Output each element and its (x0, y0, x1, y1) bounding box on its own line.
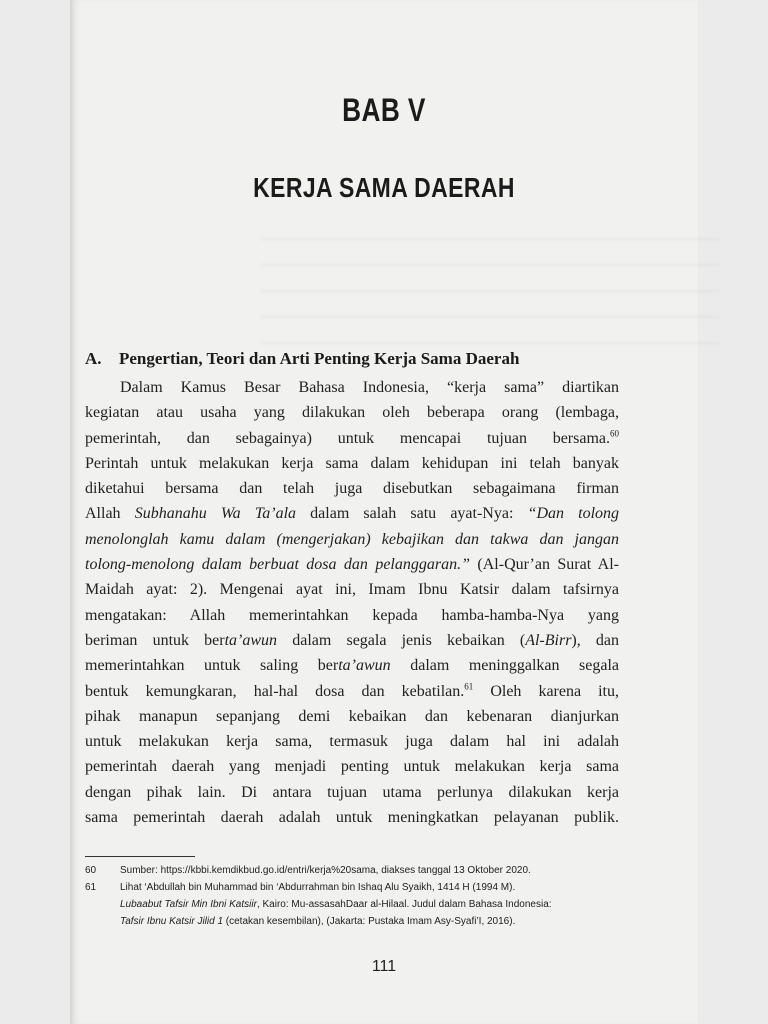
body-line: kegiatan atau usaha yang dilakukan oleh beberapa orang (lembaga, (85, 404, 619, 422)
body-line: untuk melakukan kerja sama, termasuk juga dalam hal ini adalah (85, 733, 619, 751)
body-line: memerintahkan untuk saling berta’awun dalam meninggalkan segala (85, 657, 620, 675)
body-text (85, 375, 619, 830)
section-number: A. (85, 349, 102, 368)
body-line: mengatakan: Allah memerintahkan kepada hamba-hamba-Nya yang (85, 606, 619, 624)
body-line: Dalam Kamus Besar Bahasa Indonesia, “kerja sama” diartikan (120, 379, 619, 396)
body-line: Perintah untuk melakukan kerja sama dalam kehidupan ini telah banyak (85, 454, 619, 472)
footnote-text: Lubaabut Tafsir Min Ibni Katsiir, Kairo: Mu-assasahDaar al-Hilaal. Judul dalam Bahasa Indonesia: (120, 899, 552, 910)
page-number: 111 (371, 958, 397, 975)
footnote-number: 61 (85, 882, 97, 893)
footnote-text: Tafsir Ibnu Katsir Jilid 1 (cetakan kesembilan), (Jakarta: Pustaka Imam Asy-Syafi’I, 2016). (120, 916, 516, 927)
body-line: diketahui bersama dan telah juga disebutkan sebagaimana firman (85, 480, 619, 498)
section-heading (85, 349, 645, 369)
footnote-number: 60 (85, 865, 97, 876)
body-line: sama pemerintah daerah adalah untuk meningkatkan pelayanan publik. (85, 809, 619, 827)
body-line: Allah Subhanahu Wa Ta’ala dalam salah satu ayat-Nya: “Dan tolong (85, 505, 620, 523)
body-line: menolonglah kamu dalam (mengerjakan) kebajikan dan takwa dan jangan (85, 530, 619, 548)
footnote (85, 862, 619, 879)
chapter-heading: BAB V (342, 92, 426, 128)
footnote (85, 879, 619, 930)
body-line: beriman untuk berta’awun dalam segala jenis kebaikan (Al-Birr), dan (85, 631, 620, 649)
body-line: tolong-menolong dalam berbuat dosa dan pelanggaran.” (Al-Qur’an Surat Al- (85, 556, 620, 574)
footnote-text: Sumber: https://kbbi.kemdikbud.go.id/entri/kerja%20sama, diakses tanggal 13 Oktober 2020. (120, 865, 531, 876)
body-line: bentuk kemungkaran, hal-hal dosa dan kebatilan.$^{61}$ Oleh karena itu, (85, 681, 619, 700)
footnote-ref: 60 (610, 428, 619, 439)
chapter-title: KERJA SAMA DAERAH (253, 172, 515, 203)
body-line: pemerintah daerah yang menjadi penting untuk melakukan kerja sama (85, 758, 619, 776)
body-line: pihak manapun sepanjang demi kebaikan dan kebenaran dianjurkan (85, 707, 619, 725)
body-line: dengan pihak lain. Di antara tujuan utama perlunya dilakukan kerja (85, 783, 619, 801)
body-line: pemerintah, dan sebagainya) untuk mencapai tujuan bersama.$^{60}$ (85, 428, 619, 447)
footnote-text: Lihat ‘Abdullah bin Muhammad bin ‘Abdurrahman bin Ishaq Alu Syaikh, 1414 H (1994 M). (120, 882, 516, 893)
section-title: Pengertian, Teori dan Arti Penting Kerja Sama Daerah (119, 349, 520, 368)
footnote-ref: 61 (464, 681, 474, 692)
body-line: Maidah ayat: 2). Mengenai ayat ini, Imam Ibnu Katsir dalam tafsirnya (85, 581, 619, 599)
show-through-text (260, 215, 720, 345)
footnotes (85, 862, 619, 930)
footnote-divider (85, 856, 195, 857)
